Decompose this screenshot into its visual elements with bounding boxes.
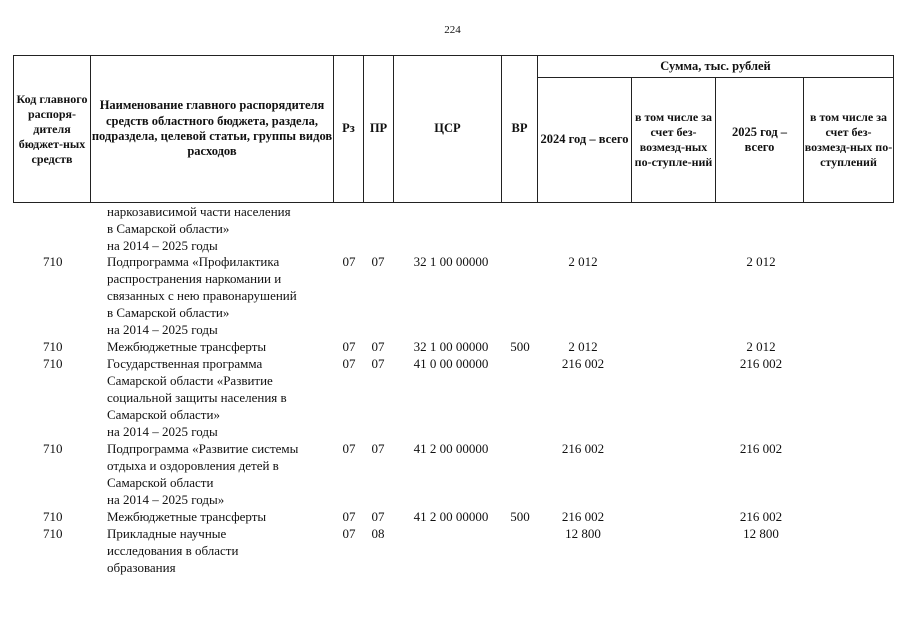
header-total-2024: 2024 год – всего: [538, 78, 632, 203]
row-pr: 07: [371, 509, 385, 524]
row-vr: 500: [510, 509, 530, 524]
row-csr: 32 1 00 00000: [413, 339, 489, 354]
row-rz: 07: [342, 254, 356, 269]
row-csr: 41 2 00 00000: [413, 509, 489, 524]
row-code: 710: [43, 254, 63, 269]
row-sum-2024: 216 002: [561, 441, 605, 456]
row-pr: 07: [371, 254, 385, 269]
row-rz: 07: [342, 441, 356, 456]
row-sum-2024: 2 012: [568, 254, 598, 269]
row-sum-2025: 216 002: [739, 441, 783, 456]
row-sum-2025: 2 012: [746, 339, 776, 354]
row-csr: 32 1 00 00000: [413, 254, 489, 269]
row-vr: 500: [510, 339, 530, 354]
row-rz: 07: [342, 339, 356, 354]
row-rz: 07: [342, 509, 356, 524]
header-incl-2025: в том числе за счет без-возмезд-ных по-ступлений: [804, 78, 894, 203]
row-name: Межбюджетные трансферты: [107, 339, 267, 354]
row-name: Государственная программа Самарской области «Развитие социальной защиты населения в Самарской области» на 2014 – 2025 годы: [107, 356, 287, 439]
row-csr: 41 2 00 00000: [413, 441, 489, 456]
row-rz: 07: [342, 356, 356, 371]
header-rz: Рз: [334, 56, 364, 203]
row-code: 710: [43, 441, 63, 456]
row-name: Подпрограмма «Профилактика распространения наркомании и связанных с нею правонарушений в Самарской области» на 2014 – 2025 годы: [107, 254, 297, 337]
row-name: Прикладные научные исследования в области образования: [107, 526, 239, 575]
row-pr: 07: [371, 356, 385, 371]
header-code: Код главного распоря-дителя бюджет-ных средств: [14, 56, 91, 203]
row-sum-2025: 216 002: [739, 356, 783, 371]
row-rz: 07: [342, 526, 356, 541]
row-csr: 41 0 00 00000: [413, 356, 489, 371]
header-vr: ВР: [502, 56, 538, 203]
row-sum-2025: 216 002: [739, 509, 783, 524]
header-sum: Сумма, тыс. рублей: [538, 56, 894, 78]
row-sum-2024: 216 002: [561, 509, 605, 524]
row-sum-2024: 216 002: [561, 356, 605, 371]
row-code: 710: [43, 356, 63, 371]
row-pr: 07: [371, 441, 385, 456]
row-sum-2025: 12 800: [743, 526, 779, 541]
header-incl-2024: в том числе за счет без-возмезд-ных по-ступле-ний: [632, 78, 716, 203]
row-sum-2024: 2 012: [568, 339, 598, 354]
row-sum-2024: 12 800: [565, 526, 601, 541]
row-name: Подпрограмма «Развитие системы отдыха и оздоровления детей в Самарской области на 2014 – 2025 годы»: [107, 441, 299, 507]
header-name: Наименование главного распорядителя средств областного бюджета, раздела, подраздела, целевой статьи, группы видов расходов: [91, 56, 334, 203]
row-code: 710: [43, 339, 63, 354]
header-total-2025: 2025 год – всего: [716, 78, 804, 203]
row-pr: 08: [371, 526, 385, 541]
row-name: Межбюджетные трансферты: [107, 509, 267, 524]
row-pr: 07: [371, 339, 385, 354]
row-code: 710: [43, 526, 63, 541]
row-code: 710: [43, 509, 63, 524]
table-header: [13, 55, 894, 203]
row-name: наркозависимой части населения в Самарской области» на 2014 – 2025 годы: [107, 204, 291, 253]
row-sum-2025: 2 012: [746, 254, 776, 269]
header-pr: ПР: [364, 56, 394, 203]
header-csr: ЦСР: [394, 56, 502, 203]
page-number: 224: [444, 24, 461, 36]
